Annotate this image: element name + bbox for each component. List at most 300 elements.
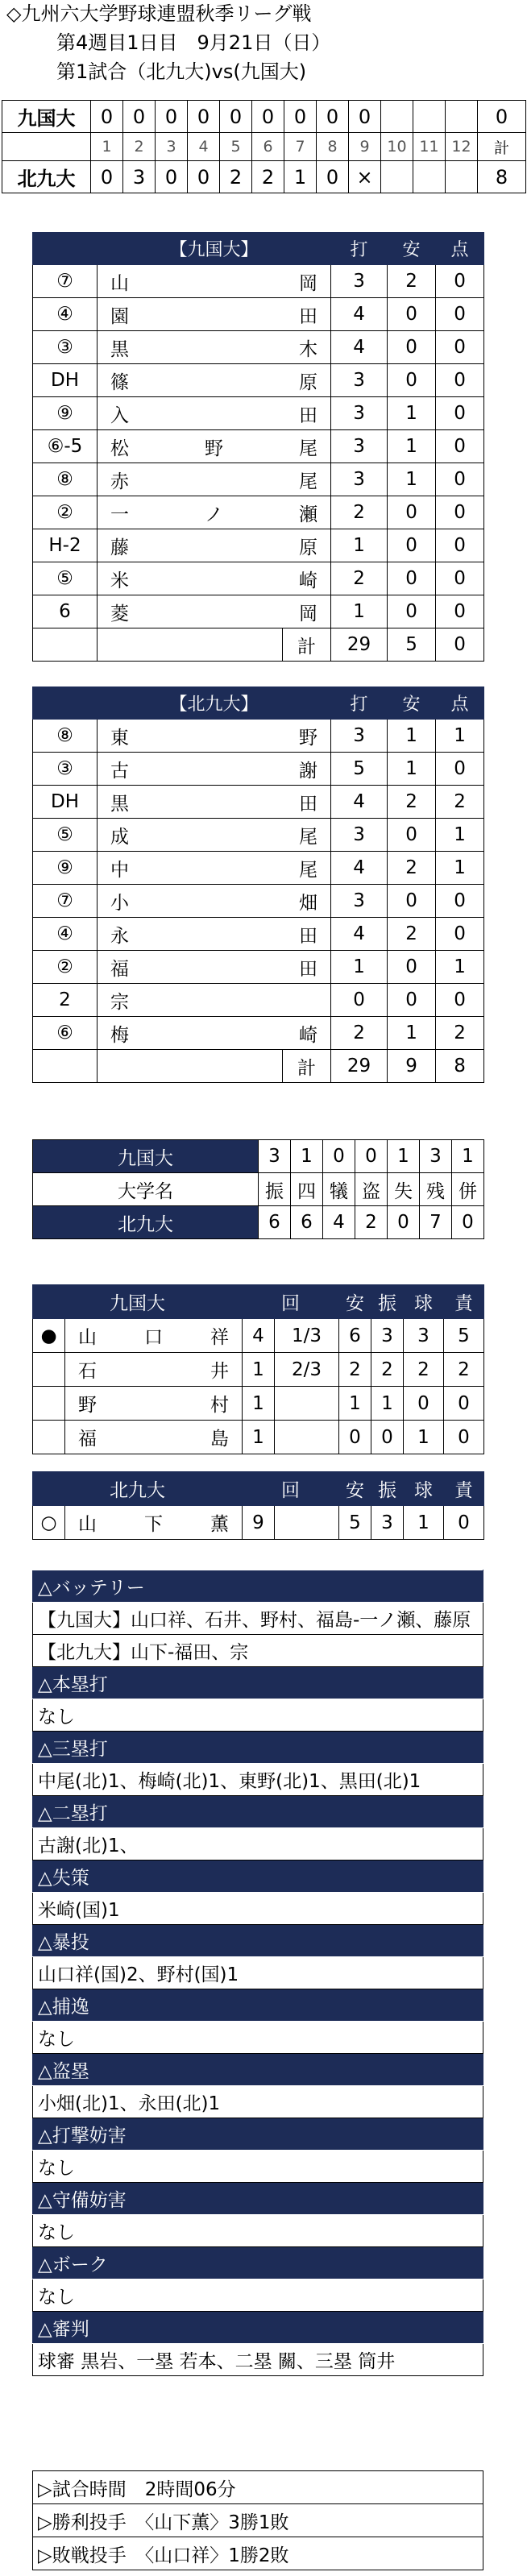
player-name-chars bbox=[98, 500, 330, 526]
name-char: 木 bbox=[299, 338, 317, 360]
player-name bbox=[98, 918, 331, 951]
inning-score: 0 bbox=[252, 101, 284, 133]
rbi: 1 bbox=[436, 720, 484, 753]
table-row bbox=[33, 265, 484, 298]
player-position: ⑧ bbox=[33, 463, 98, 496]
player-name bbox=[98, 397, 331, 430]
hits: 0 bbox=[388, 885, 436, 918]
name-char: 薫 bbox=[210, 1514, 229, 1535]
innings-pitched: 9 bbox=[243, 1506, 275, 1540]
innings-fraction: 1/3 bbox=[275, 1319, 339, 1353]
player-position: DH bbox=[33, 786, 98, 819]
inning-number: 1 bbox=[91, 133, 123, 161]
table-row bbox=[33, 984, 484, 1017]
hits: 1 bbox=[388, 430, 436, 463]
at-bats: 3 bbox=[331, 265, 388, 298]
review-detail-row bbox=[33, 2086, 483, 2118]
name-char: 野 bbox=[205, 438, 223, 459]
player-name bbox=[98, 753, 331, 786]
pitcher-name bbox=[65, 1387, 243, 1421]
inning-number: 5 bbox=[220, 133, 252, 161]
name-char: 山 bbox=[110, 272, 129, 294]
team-stats-table bbox=[32, 1139, 484, 1239]
column-header-innings: 回 bbox=[243, 1472, 339, 1506]
inning-score: 0 bbox=[317, 161, 349, 193]
player-name-chars bbox=[98, 855, 330, 881]
inning-score: × bbox=[349, 161, 381, 193]
table-row bbox=[33, 562, 484, 595]
player-position: ⑥ bbox=[33, 1017, 98, 1050]
name-char: 一 bbox=[110, 504, 129, 525]
hits-allowed: 2 bbox=[339, 1353, 371, 1387]
stat-value: 3 bbox=[420, 1140, 452, 1173]
earned-runs: 5 bbox=[444, 1319, 484, 1353]
player-name bbox=[98, 885, 331, 918]
column-header-earned-runs: 責 bbox=[444, 1285, 484, 1319]
decision-mark bbox=[33, 1353, 65, 1387]
table-row bbox=[33, 753, 484, 786]
decision-mark bbox=[33, 1421, 65, 1454]
review-detail: なし bbox=[33, 1699, 483, 1732]
name-char: 梅 bbox=[110, 1024, 129, 1046]
lineup-header-row bbox=[33, 233, 484, 265]
name-char: 島 bbox=[210, 1429, 229, 1450]
review-detail-row bbox=[33, 2022, 483, 2054]
column-header-strikeouts: 振 bbox=[371, 1472, 404, 1506]
player-name bbox=[98, 562, 331, 595]
pitcher-name-chars bbox=[65, 1424, 242, 1450]
player-name-chars bbox=[98, 467, 330, 493]
column-header-at-bats: 打 bbox=[331, 687, 388, 720]
player-position: ② bbox=[33, 951, 98, 984]
pitcher-name bbox=[65, 1353, 243, 1387]
player-name bbox=[98, 595, 331, 628]
review-detail: なし bbox=[33, 2151, 483, 2183]
blank-cell bbox=[33, 687, 98, 720]
table-row bbox=[33, 1017, 484, 1050]
column-header-rbi: 点 bbox=[436, 233, 484, 265]
stat-label: 残 bbox=[420, 1173, 452, 1206]
table-row bbox=[33, 885, 484, 918]
pitcher-name bbox=[65, 1506, 243, 1540]
total-at-bats: 29 bbox=[331, 1050, 388, 1083]
pitcher-name bbox=[65, 1421, 243, 1454]
player-position: ⑤ bbox=[33, 819, 98, 852]
rbi: 0 bbox=[436, 753, 484, 786]
hits-allowed: 5 bbox=[339, 1506, 371, 1540]
review-detail-row bbox=[33, 1828, 483, 1860]
player-name-chars bbox=[98, 433, 330, 460]
name-char: 山 bbox=[78, 1327, 97, 1348]
player-position: ④ bbox=[33, 298, 98, 331]
name-char: 福 bbox=[78, 1429, 97, 1450]
innings-fraction bbox=[275, 1506, 339, 1540]
review-detail: 中尾(北)1、梅崎(北)1、東野(北)1、黒田(北)1 bbox=[33, 1764, 483, 1796]
name-char: 入 bbox=[110, 404, 129, 426]
column-header-hits: 安 bbox=[388, 687, 436, 720]
inning-score: 3 bbox=[123, 161, 156, 193]
player-name-chars bbox=[98, 954, 330, 981]
column-header-innings: 回 bbox=[243, 1285, 339, 1319]
stat-value: 7 bbox=[420, 1206, 452, 1239]
review-detail: 小畑(北)1、永田(北)1 bbox=[33, 2086, 483, 2118]
scoreboard-row-bottom bbox=[2, 161, 526, 193]
inning-score bbox=[381, 101, 413, 133]
player-name bbox=[98, 786, 331, 819]
name-char: 野 bbox=[78, 1395, 97, 1416]
rbi: 0 bbox=[436, 298, 484, 331]
name-char: 米 bbox=[110, 570, 129, 591]
player-name-chars bbox=[98, 822, 330, 848]
inning-score: 0 bbox=[188, 161, 220, 193]
losing-pitcher: ▷敗戦投手 〈山口祥〉1勝2敗 bbox=[33, 2537, 483, 2570]
name-char: 藤 bbox=[110, 537, 129, 558]
table-row bbox=[33, 918, 484, 951]
rbi: 0 bbox=[436, 918, 484, 951]
at-bats: 3 bbox=[331, 430, 388, 463]
name-char: 黒 bbox=[110, 338, 129, 360]
at-bats: 5 bbox=[331, 753, 388, 786]
review-category: △審判 bbox=[33, 2312, 483, 2344]
review-category-row bbox=[33, 2247, 483, 2279]
table-row bbox=[33, 298, 484, 331]
at-bats: 4 bbox=[331, 852, 388, 885]
player-name bbox=[98, 430, 331, 463]
review-detail-row bbox=[33, 2344, 483, 2376]
at-bats: 4 bbox=[331, 298, 388, 331]
player-position: ⑦ bbox=[33, 885, 98, 918]
name-char: 田 bbox=[299, 793, 317, 815]
review-category-row bbox=[33, 2183, 483, 2215]
name-char: 黒 bbox=[110, 793, 129, 815]
name-char: 田 bbox=[299, 404, 317, 426]
team-name: 【九国大】 bbox=[98, 233, 331, 265]
totals-row bbox=[33, 628, 484, 662]
column-header-strikeouts: 振 bbox=[371, 1285, 404, 1319]
totals-row bbox=[33, 1050, 484, 1083]
name-char: 赤 bbox=[110, 471, 129, 492]
name-char: 小 bbox=[110, 892, 129, 914]
review-detail: 山口祥(国)2、野村(国)1 bbox=[33, 1957, 483, 1989]
review-category-row bbox=[33, 1989, 483, 2022]
inning-score: 0 bbox=[91, 101, 123, 133]
rbi: 0 bbox=[436, 885, 484, 918]
review-category-row bbox=[33, 2312, 483, 2344]
inning-number: 12 bbox=[446, 133, 478, 161]
player-position: ④ bbox=[33, 918, 98, 951]
review-category: △捕逸 bbox=[33, 1989, 483, 2022]
player-name bbox=[98, 984, 331, 1017]
at-bats: 1 bbox=[331, 529, 388, 562]
stat-label: 併 bbox=[452, 1173, 484, 1206]
player-position: H-2 bbox=[33, 529, 98, 562]
hits: 0 bbox=[388, 496, 436, 529]
column-header-walks: 球 bbox=[404, 1472, 444, 1506]
name-char: 崎 bbox=[299, 1024, 317, 1046]
inning-number: 11 bbox=[413, 133, 446, 161]
pitcher-name-chars bbox=[65, 1322, 242, 1349]
rbi: 0 bbox=[436, 397, 484, 430]
review-detail: 【北九大】山下-福田、宗 bbox=[33, 1635, 483, 1667]
total-hits: 9 bbox=[388, 1050, 436, 1083]
name-char: 原 bbox=[299, 371, 317, 393]
hits: 0 bbox=[388, 984, 436, 1017]
stats-team-top: 九国大 bbox=[33, 1140, 259, 1173]
stat-label: 四 bbox=[291, 1173, 323, 1206]
blank-cell bbox=[33, 628, 98, 662]
stat-label: 振 bbox=[259, 1173, 291, 1206]
player-position: ⑧ bbox=[33, 720, 98, 753]
hits: 2 bbox=[388, 786, 436, 819]
rbi: 1 bbox=[436, 819, 484, 852]
rbi: 2 bbox=[436, 1017, 484, 1050]
stat-value: 0 bbox=[388, 1206, 420, 1239]
name-char: 永 bbox=[110, 925, 129, 947]
hits: 0 bbox=[388, 562, 436, 595]
name-char: 原 bbox=[299, 537, 317, 558]
inning-score bbox=[413, 161, 446, 193]
hits: 1 bbox=[388, 753, 436, 786]
blank-cell bbox=[2, 133, 91, 161]
player-name bbox=[98, 331, 331, 364]
name-char: 田 bbox=[299, 958, 317, 980]
name-char: 田 bbox=[299, 925, 317, 947]
name-char: ノ bbox=[205, 504, 223, 525]
stat-label: 盗 bbox=[355, 1173, 388, 1206]
at-bats: 2 bbox=[331, 562, 388, 595]
hits: 0 bbox=[388, 951, 436, 984]
stat-value: 6 bbox=[291, 1206, 323, 1239]
lineup-table-kokudai bbox=[32, 232, 484, 662]
lineup-header-row bbox=[33, 687, 484, 720]
review-category: △失策 bbox=[33, 1860, 483, 1893]
total-label: 計 bbox=[283, 628, 331, 662]
table-row bbox=[33, 786, 484, 819]
table-row bbox=[33, 1319, 484, 1353]
column-header-at-bats: 打 bbox=[331, 233, 388, 265]
table-row bbox=[33, 331, 484, 364]
pitcher-name-chars bbox=[65, 1356, 242, 1383]
review-detail-row bbox=[33, 1603, 483, 1635]
innings-fraction: 2/3 bbox=[275, 1353, 339, 1387]
hits-allowed: 0 bbox=[339, 1421, 371, 1454]
review-category-row bbox=[33, 2054, 483, 2086]
innings-pitched: 1 bbox=[243, 1387, 275, 1421]
inning-score: 0 bbox=[220, 101, 252, 133]
table-row bbox=[33, 595, 484, 628]
review-category: △盗塁 bbox=[33, 2054, 483, 2086]
stat-value: 3 bbox=[259, 1140, 291, 1173]
review-detail-row bbox=[33, 2215, 483, 2247]
total-rbi: 8 bbox=[436, 1050, 484, 1083]
inning-score: 0 bbox=[91, 161, 123, 193]
hits: 0 bbox=[388, 595, 436, 628]
total-label: 計 bbox=[283, 1050, 331, 1083]
player-position: 2 bbox=[33, 984, 98, 1017]
stat-value: 0 bbox=[355, 1140, 388, 1173]
name-char: 岡 bbox=[299, 603, 317, 624]
player-name-chars bbox=[98, 888, 330, 915]
total-label: 計 bbox=[478, 133, 526, 161]
column-header-rbi: 点 bbox=[436, 687, 484, 720]
inning-number: 10 bbox=[381, 133, 413, 161]
player-name-chars bbox=[98, 599, 330, 625]
pitching-table-kokudai bbox=[32, 1284, 484, 1454]
at-bats: 3 bbox=[331, 364, 388, 397]
inning-index-row bbox=[2, 133, 526, 161]
hits: 1 bbox=[388, 397, 436, 430]
player-name bbox=[98, 496, 331, 529]
walks: 0 bbox=[404, 1387, 444, 1421]
innings-pitched: 1 bbox=[243, 1421, 275, 1454]
at-bats: 3 bbox=[331, 819, 388, 852]
stat-label: 犠 bbox=[323, 1173, 355, 1206]
at-bats: 3 bbox=[331, 885, 388, 918]
name-char: 崎 bbox=[299, 570, 317, 591]
review-category: △守備妨害 bbox=[33, 2183, 483, 2215]
table-row bbox=[33, 1506, 484, 1540]
stat-value: 6 bbox=[259, 1206, 291, 1239]
rbi: 2 bbox=[436, 786, 484, 819]
walks: 1 bbox=[404, 1421, 444, 1454]
table-row bbox=[33, 720, 484, 753]
player-name-chars bbox=[98, 987, 330, 1014]
review-detail: 【九国大】山口祥、石井、野村、福島-一ノ瀬、藤原 bbox=[33, 1603, 483, 1635]
player-position: ② bbox=[33, 496, 98, 529]
player-name bbox=[98, 720, 331, 753]
stats-label-header: 大学名 bbox=[33, 1173, 259, 1206]
blank-cell bbox=[98, 628, 283, 662]
at-bats: 1 bbox=[331, 951, 388, 984]
table-row bbox=[33, 1421, 484, 1454]
game-summary bbox=[32, 2470, 483, 2570]
inning-number: 8 bbox=[317, 133, 349, 161]
innings-pitched: 1 bbox=[243, 1353, 275, 1387]
lineup-table-kitakyudai bbox=[32, 687, 484, 1083]
review-detail-row bbox=[33, 1893, 483, 1925]
table-row bbox=[33, 819, 484, 852]
inning-score: 0 bbox=[156, 161, 188, 193]
hits: 1 bbox=[388, 1017, 436, 1050]
game-date: 第4週目1日目 9月21日（日） bbox=[56, 31, 331, 54]
innings-fraction bbox=[275, 1421, 339, 1454]
team-name: 北九大 bbox=[33, 1472, 243, 1506]
matchup: 第1試合（北九大)vs(九国大) bbox=[56, 60, 307, 83]
at-bats: 2 bbox=[331, 496, 388, 529]
winning-pitcher: ▷勝利投手 〈山下薫〉3勝1敗 bbox=[33, 2504, 483, 2537]
stat-value: 0 bbox=[452, 1206, 484, 1239]
inning-number: 6 bbox=[252, 133, 284, 161]
rbi: 0 bbox=[436, 463, 484, 496]
review-category: △三塁打 bbox=[33, 1732, 483, 1764]
rbi: 0 bbox=[436, 595, 484, 628]
name-char: 篠 bbox=[110, 371, 129, 393]
name-char: 井 bbox=[210, 1361, 229, 1382]
inning-score bbox=[446, 101, 478, 133]
player-name bbox=[98, 852, 331, 885]
hits-allowed: 1 bbox=[339, 1387, 371, 1421]
review-category: △バッテリー bbox=[33, 1570, 483, 1603]
inning-score: 0 bbox=[284, 101, 317, 133]
hits: 1 bbox=[388, 720, 436, 753]
player-position: ③ bbox=[33, 753, 98, 786]
rbi: 0 bbox=[436, 265, 484, 298]
hits: 2 bbox=[388, 918, 436, 951]
total-at-bats: 29 bbox=[331, 628, 388, 662]
review-category-row bbox=[33, 1925, 483, 1957]
player-name-chars bbox=[98, 400, 330, 427]
at-bats: 4 bbox=[331, 918, 388, 951]
stat-value: 0 bbox=[323, 1140, 355, 1173]
inning-score: 0 bbox=[188, 101, 220, 133]
table-row bbox=[33, 496, 484, 529]
player-name-chars bbox=[98, 789, 330, 815]
pitching-table-kitakyudai bbox=[32, 1471, 484, 1540]
player-name-chars bbox=[98, 756, 330, 782]
strikeouts: 0 bbox=[371, 1421, 404, 1454]
strikeouts: 3 bbox=[371, 1319, 404, 1353]
player-name bbox=[98, 1017, 331, 1050]
player-name bbox=[98, 298, 331, 331]
inning-number: 4 bbox=[188, 133, 220, 161]
player-position: ⑥-5 bbox=[33, 430, 98, 463]
column-header-walks: 球 bbox=[404, 1285, 444, 1319]
scoreboard bbox=[2, 100, 526, 193]
review-detail: なし bbox=[33, 2215, 483, 2247]
player-position: ⑤ bbox=[33, 562, 98, 595]
inning-score: 1 bbox=[284, 161, 317, 193]
team-name: 【北九大】 bbox=[98, 687, 331, 720]
walks: 1 bbox=[404, 1506, 444, 1540]
rbi: 1 bbox=[436, 852, 484, 885]
table-row bbox=[33, 1353, 484, 1387]
column-header-hits: 安 bbox=[388, 233, 436, 265]
at-bats: 4 bbox=[331, 331, 388, 364]
table-row bbox=[33, 364, 484, 397]
player-name bbox=[98, 951, 331, 984]
strikeouts: 3 bbox=[371, 1506, 404, 1540]
innings-pitched: 4 bbox=[243, 1319, 275, 1353]
name-char: 下 bbox=[144, 1514, 163, 1535]
blank-cell bbox=[33, 233, 98, 265]
hits: 2 bbox=[388, 852, 436, 885]
name-char: 山 bbox=[78, 1514, 97, 1535]
review-detail-row bbox=[33, 2151, 483, 2183]
name-char: 畑 bbox=[299, 892, 317, 914]
hits: 0 bbox=[388, 364, 436, 397]
pitcher-name-chars bbox=[65, 1390, 242, 1417]
inning-score bbox=[413, 101, 446, 133]
player-name-chars bbox=[98, 533, 330, 559]
name-char: 松 bbox=[110, 438, 129, 459]
name-char: 東 bbox=[110, 727, 129, 749]
review-category: △本塁打 bbox=[33, 1667, 483, 1699]
stat-value: 1 bbox=[452, 1140, 484, 1173]
pitcher-name bbox=[65, 1319, 243, 1353]
walks: 3 bbox=[404, 1319, 444, 1353]
player-name bbox=[98, 364, 331, 397]
table-row bbox=[33, 397, 484, 430]
hits-allowed: 6 bbox=[339, 1319, 371, 1353]
hits: 2 bbox=[388, 265, 436, 298]
table-row bbox=[33, 463, 484, 496]
name-char: 石 bbox=[78, 1361, 97, 1382]
stat-value: 2 bbox=[355, 1206, 388, 1239]
name-char: 野 bbox=[299, 727, 317, 749]
at-bats: 3 bbox=[331, 397, 388, 430]
column-header-hits: 安 bbox=[339, 1285, 371, 1319]
stats-team-bottom: 北九大 bbox=[33, 1206, 259, 1239]
